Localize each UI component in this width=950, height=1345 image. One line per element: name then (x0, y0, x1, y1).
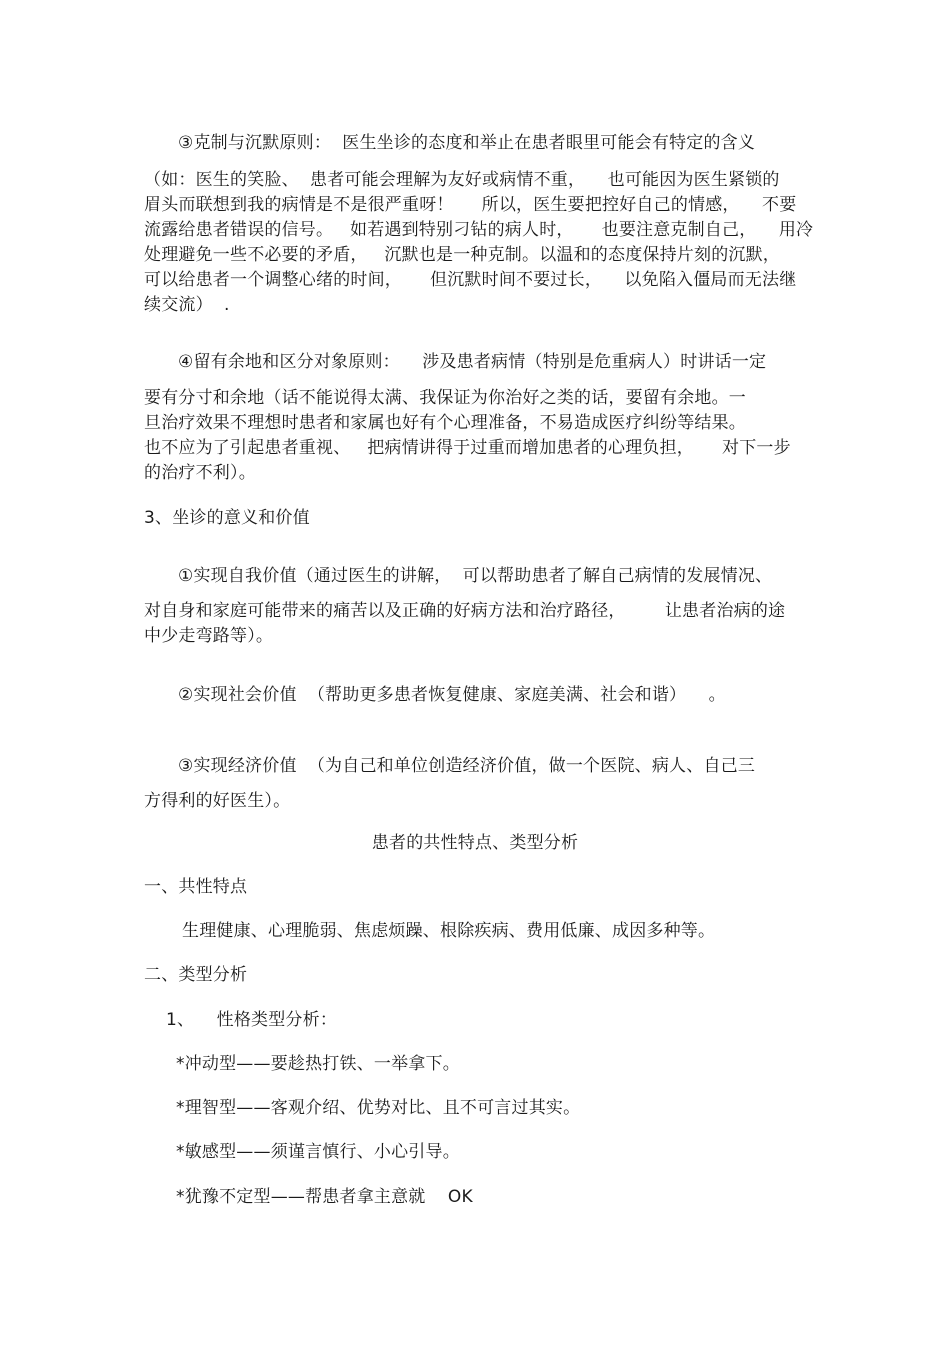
restraint-line: （如：医生的笑脸、 患者可能会理解为友好或病情不重， 也可能因为医生紧锁的 (144, 170, 780, 190)
personality-heading: 1、 性格类型分析： (166, 1010, 338, 1030)
type-item: *犹豫不定型——帮患者拿主意就 OK (176, 1187, 473, 1207)
social-value: ②实现社会价值 （帮助更多患者恢复健康、家庭美满、社会和谐） 。 (178, 685, 726, 705)
type-item: *敏感型——须谨言慎行、小心引导。 (176, 1142, 460, 1162)
type-item: *冲动型——要趁热打铁、一举拿下。 (176, 1054, 460, 1074)
leeway-line: 的治疗不利）。 (144, 463, 256, 483)
restraint-line: 续交流） . (144, 295, 230, 315)
restraint-line: 眉头而联想到我的病情是不是很严重呀！ 所以，医生要把控好自己的情感， 不要 (144, 195, 797, 215)
restraint-heading: ③克制与沉默原则： 医生坐诊的态度和举止在患者眼里可能会有特定的含义 (178, 133, 756, 153)
leeway-line: 要有分寸和余地（话不能说得太满、我保证为你治好之类的话，要留有余地。一 (144, 388, 746, 408)
type-heading: 二、类型分析 (144, 965, 248, 985)
economic-value-line: 方得利的好医生）。 (144, 791, 291, 811)
self-value-line: 对自身和家庭可能带来的痛苦以及正确的好病方法和治疗路径， 让患者治病的途 (144, 601, 786, 621)
meaning-heading: 3、坐诊的意义和价值 (144, 508, 310, 528)
section-title: 患者的共性特点、类型分析 (371, 833, 579, 853)
restraint-line: 流露给患者错误的信号。 如若遇到特别刁钻的病人时， 也要注意克制自己， 用冷 (144, 220, 814, 240)
common-text: 生理健康、心理脆弱、焦虑烦躁、根除疾病、费用低廉、成因多种等。 (182, 921, 716, 941)
self-value-line: 中少走弯路等）。 (144, 626, 274, 646)
leeway-line: 旦治疗效果不理想时患者和家属也好有个心理准备，不易造成医疗纠纷等结果。 (144, 413, 746, 433)
restraint-line: 可以给患者一个调整心绪的时间， 但沉默时间不要过长， 以免陷入僵局而无法继 (144, 270, 797, 290)
leeway-heading: ④留有余地和区分对象原则： 涉及患者病情（特别是危重病人）时讲话一定 (178, 352, 767, 372)
restraint-line: 处理避免一些不必要的矛盾， 沉默也是一种克制。以温和的态度保持片刻的沉默， (144, 245, 781, 265)
self-value-heading: ①实现自我价值（通过医生的讲解， 可以帮助患者了解自己病情的发展情况、 (178, 566, 773, 586)
leeway-line: 也不应为了引起患者重视、 把病情讲得于过重而增加患者的心理负担， 对下一步 (144, 438, 791, 458)
type-item: *理智型——客观介绍、优势对比、且不可言过其实。 (176, 1098, 581, 1118)
economic-value-heading: ③实现经济价值 （为自己和单位创造经济价值，做一个医院、病人、自己三 (178, 756, 756, 776)
common-heading: 一、共性特点 (144, 877, 248, 897)
